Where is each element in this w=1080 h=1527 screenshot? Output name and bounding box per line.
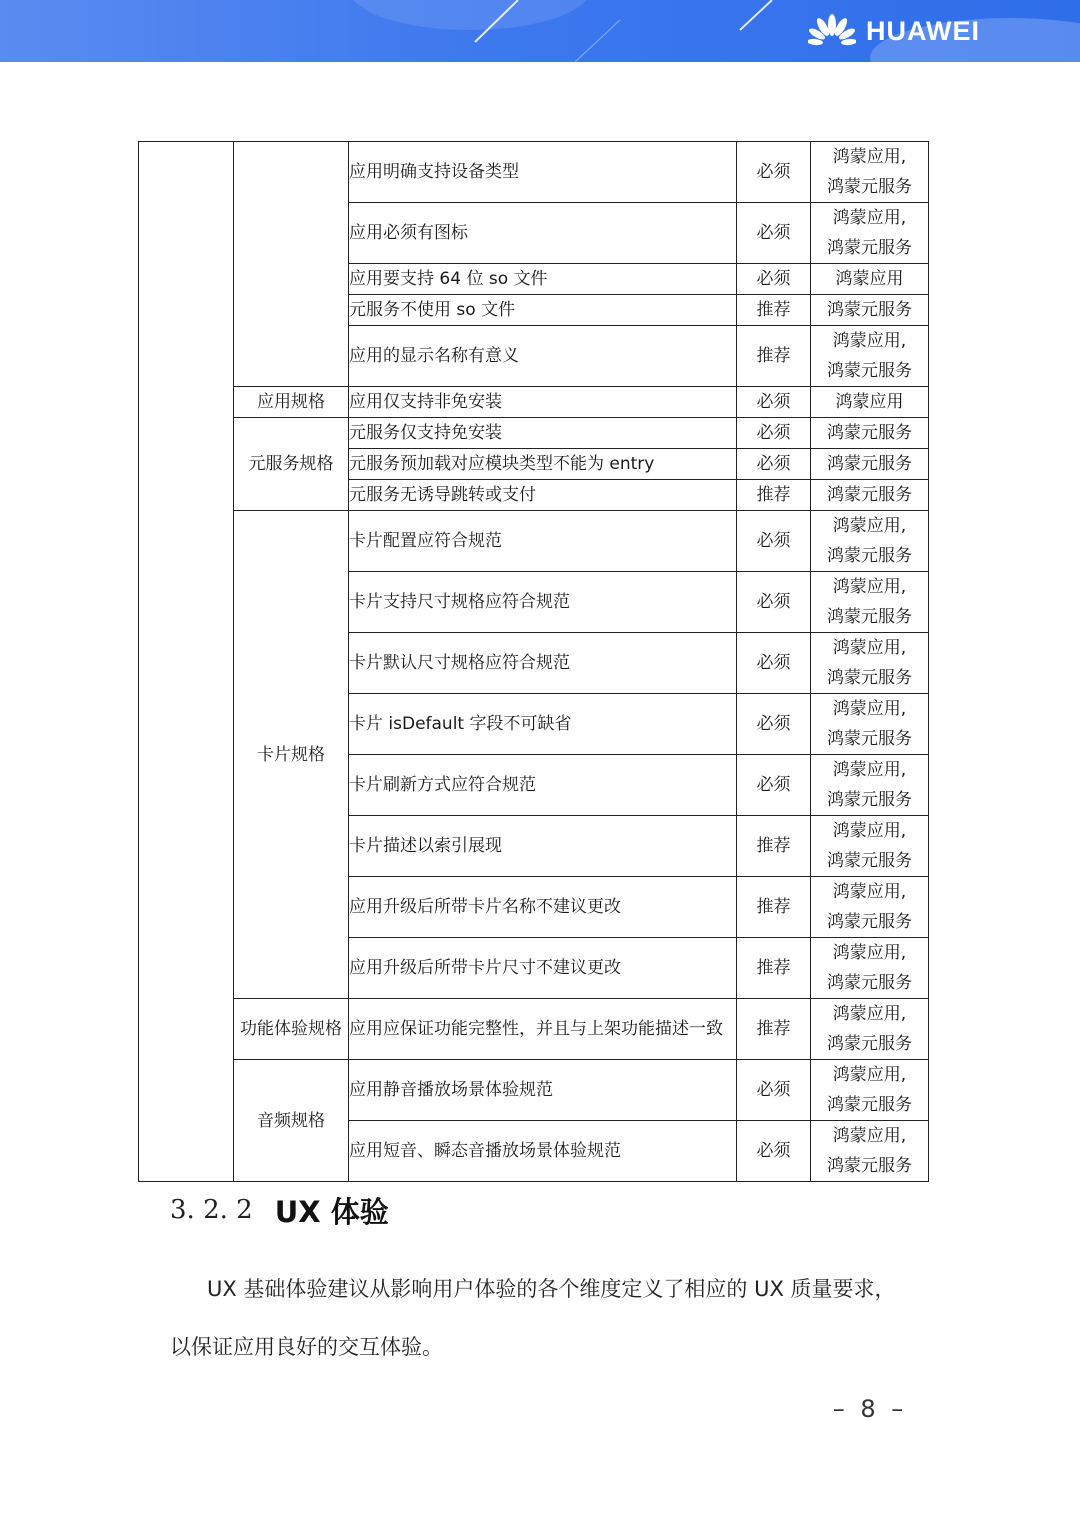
blank-cell — [139, 142, 234, 1182]
item-cell: 卡片支持尺寸规格应符合规范 — [349, 572, 737, 633]
scope-cell: 鸿蒙应用, 鸿蒙元服务 — [811, 203, 929, 264]
requirement-cell: 必须 — [737, 511, 811, 572]
brand-name: HUAWEI — [866, 15, 980, 46]
item-cell: 应用要支持 64 位 so 文件 — [349, 264, 737, 295]
scope-cell: 鸿蒙应用, 鸿蒙元服务 — [811, 1060, 929, 1121]
scope-cell: 鸿蒙应用, 鸿蒙元服务 — [811, 633, 929, 694]
item-cell: 卡片描述以索引展现 — [349, 816, 737, 877]
scope-cell: 鸿蒙元服务 — [811, 295, 929, 326]
spec-table — [138, 141, 929, 1182]
scope-cell: 鸿蒙应用 — [811, 387, 929, 418]
item-cell: 应用静音播放场景体验规范 — [349, 1060, 737, 1121]
requirement-cell: 推荐 — [737, 938, 811, 999]
item-cell: 卡片刷新方式应符合规范 — [349, 755, 737, 816]
scope-cell: 鸿蒙应用 — [811, 264, 929, 295]
requirement-cell: 推荐 — [737, 816, 811, 877]
section-title: UX 体验 — [274, 1194, 389, 1229]
scope-cell: 鸿蒙应用, 鸿蒙元服务 — [811, 999, 929, 1060]
scope-cell: 鸿蒙应用, 鸿蒙元服务 — [811, 326, 929, 387]
requirement-cell: 必须 — [737, 1121, 811, 1182]
requirement-cell: 推荐 — [737, 999, 811, 1060]
requirement-cell: 必须 — [737, 203, 811, 264]
scope-cell: 鸿蒙应用, 鸿蒙元服务 — [811, 938, 929, 999]
requirement-cell: 必须 — [737, 755, 811, 816]
category-cell: 应用规格 — [234, 387, 349, 418]
item-cell: 元服务仅支持免安装 — [349, 418, 737, 449]
item-cell: 卡片默认尺寸规格应符合规范 — [349, 633, 737, 694]
scope-cell: 鸿蒙应用, 鸿蒙元服务 — [811, 694, 929, 755]
item-cell: 元服务无诱导跳转或支付 — [349, 480, 737, 511]
item-cell: 应用应保证功能完整性，并且与上架功能描述一致 — [349, 999, 737, 1060]
scope-cell: 鸿蒙元服务 — [811, 449, 929, 480]
requirement-cell: 推荐 — [737, 326, 811, 387]
item-cell: 卡片 isDefault 字段不可缺省 — [349, 694, 737, 755]
section-paragraph: UX 基础体验建议从影响用户体验的各个维度定义了相应的 UX 质量要求，以保证应用良好的交互体验。 — [170, 1277, 896, 1359]
item-cell: 应用明确支持设备类型 — [349, 142, 737, 203]
scope-cell: 鸿蒙应用, 鸿蒙元服务 — [811, 1121, 929, 1182]
category-cell: 功能体验规格 — [234, 999, 349, 1060]
requirement-cell: 必须 — [737, 633, 811, 694]
category-cell: 音频规格 — [234, 1060, 349, 1182]
requirement-cell: 必须 — [737, 1060, 811, 1121]
table-row — [139, 511, 929, 572]
requirement-cell: 必须 — [737, 694, 811, 755]
item-cell: 应用短音、瞬态音播放场景体验规范 — [349, 1121, 737, 1182]
huawei-flower-icon — [808, 13, 856, 49]
requirement-cell: 必须 — [737, 572, 811, 633]
page-header — [0, 0, 1080, 62]
section-number: 3. 2. 2 — [170, 1195, 253, 1225]
item-cell: 应用升级后所带卡片名称不建议更改 — [349, 877, 737, 938]
section-heading — [170, 1188, 389, 1232]
requirement-cell: 必须 — [737, 142, 811, 203]
requirement-cell: 推荐 — [737, 877, 811, 938]
requirement-cell: 必须 — [737, 264, 811, 295]
requirement-cell: 推荐 — [737, 295, 811, 326]
item-cell: 卡片配置应符合规范 — [349, 511, 737, 572]
table-row — [139, 142, 929, 203]
category-cell: 元服务规格 — [234, 418, 349, 511]
item-cell: 应用的显示名称有意义 — [349, 326, 737, 387]
scope-cell: 鸿蒙元服务 — [811, 480, 929, 511]
scope-cell: 鸿蒙应用, 鸿蒙元服务 — [811, 755, 929, 816]
item-cell: 元服务预加载对应模块类型不能为 entry — [349, 449, 737, 480]
requirement-cell: 必须 — [737, 449, 811, 480]
table-row — [139, 999, 929, 1060]
table-row — [139, 387, 929, 418]
item-cell: 应用必须有图标 — [349, 203, 737, 264]
table-row — [139, 418, 929, 449]
category-cell — [234, 142, 349, 387]
requirement-cell: 推荐 — [737, 480, 811, 511]
brand — [808, 12, 980, 50]
item-cell: 应用仅支持非免安装 — [349, 387, 737, 418]
requirement-cell: 必须 — [737, 418, 811, 449]
scope-cell: 鸿蒙应用, 鸿蒙元服务 — [811, 511, 929, 572]
scope-cell: 鸿蒙应用, 鸿蒙元服务 — [811, 816, 929, 877]
table-row — [139, 1060, 929, 1121]
item-cell: 应用升级后所带卡片尺寸不建议更改 — [349, 938, 737, 999]
scope-cell: 鸿蒙应用, 鸿蒙元服务 — [811, 877, 929, 938]
page-number: – 8 – — [832, 1395, 908, 1423]
scope-cell: 鸿蒙应用, 鸿蒙元服务 — [811, 572, 929, 633]
scope-cell: 鸿蒙应用, 鸿蒙元服务 — [811, 142, 929, 203]
requirement-cell: 必须 — [737, 387, 811, 418]
category-cell: 卡片规格 — [234, 511, 349, 999]
scope-cell: 鸿蒙元服务 — [811, 418, 929, 449]
item-cell: 元服务不使用 so 文件 — [349, 295, 737, 326]
